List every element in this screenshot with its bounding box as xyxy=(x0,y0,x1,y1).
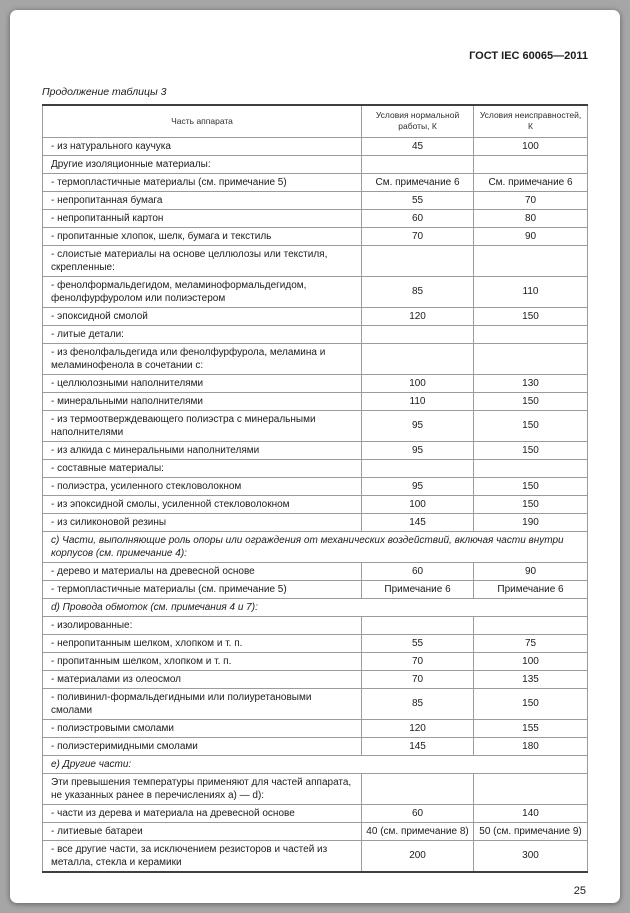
table-section-row xyxy=(43,598,588,616)
table-row xyxy=(43,495,588,513)
part-cell: - термопластичные материалы (см. примечание 5) xyxy=(43,173,362,191)
fault-conditions-cell: 130 xyxy=(474,374,588,392)
page-number: 25 xyxy=(573,884,586,897)
normal-conditions-cell: 95 xyxy=(362,441,474,459)
table-caption: Продолжение таблицы 3 xyxy=(42,86,167,98)
table-row xyxy=(43,840,588,872)
document-page xyxy=(10,10,620,903)
table-body xyxy=(43,137,588,872)
part-cell: - целлюлозными наполнителями xyxy=(43,374,362,392)
fault-conditions-cell: Примечание 6 xyxy=(474,580,588,598)
part-cell: - из силиконовой резины xyxy=(43,513,362,531)
fault-conditions-cell: 90 xyxy=(474,562,588,580)
table-section-row xyxy=(43,755,588,773)
fault-conditions-cell: 155 xyxy=(474,719,588,737)
part-cell: - изолированные: xyxy=(43,616,362,634)
normal-conditions-cell: 95 xyxy=(362,410,474,441)
part-cell: - полиэстровыми смолами xyxy=(43,719,362,737)
fault-conditions-cell: 150 xyxy=(474,441,588,459)
section-label-cell: d) Провода обмоток (см. примечания 4 и 7): xyxy=(43,598,588,616)
fault-conditions-cell: 110 xyxy=(474,276,588,307)
part-cell: - слоистые материалы на основе целлюлозы или текстиля, скрепленные: xyxy=(43,245,362,276)
fault-conditions-cell xyxy=(474,459,588,477)
normal-conditions-cell xyxy=(362,343,474,374)
normal-conditions-cell: 85 xyxy=(362,688,474,719)
table-row xyxy=(43,392,588,410)
table-row xyxy=(43,737,588,755)
normal-conditions-cell: 110 xyxy=(362,392,474,410)
table-row xyxy=(43,670,588,688)
fault-conditions-cell: 150 xyxy=(474,410,588,441)
fault-conditions-cell: 70 xyxy=(474,191,588,209)
table-row xyxy=(43,227,588,245)
normal-conditions-cell xyxy=(362,325,474,343)
section-label-cell: e) Другие части: xyxy=(43,755,588,773)
fault-conditions-cell: 75 xyxy=(474,634,588,652)
part-cell: - из фенолфальдегида или фенолфурфурола, меламина и меламинофенола в сочетании с: xyxy=(43,343,362,374)
part-cell: - непропитанный картон xyxy=(43,209,362,227)
table-row xyxy=(43,719,588,737)
fault-conditions-cell xyxy=(474,343,588,374)
normal-conditions-cell: 120 xyxy=(362,307,474,325)
fault-conditions-cell: 50 (см. примечание 9) xyxy=(474,822,588,840)
part-cell: - полиэстра, усиленного стекловолокном xyxy=(43,477,362,495)
fault-conditions-cell xyxy=(474,773,588,804)
temperature-limits-table xyxy=(42,104,588,873)
fault-conditions-cell: 180 xyxy=(474,737,588,755)
part-cell: - термопластичные материалы (см. примечание 5) xyxy=(43,580,362,598)
table-header-row xyxy=(43,105,588,137)
normal-conditions-cell xyxy=(362,616,474,634)
part-cell: - непропитанная бумага xyxy=(43,191,362,209)
table-row xyxy=(43,688,588,719)
table-section-row xyxy=(43,531,588,562)
normal-conditions-cell: 120 xyxy=(362,719,474,737)
part-cell: - дерево и материалы на древесной основе xyxy=(43,562,362,580)
table-row xyxy=(43,652,588,670)
table-row xyxy=(43,804,588,822)
part-cell: - части из дерева и материала на древесной основе xyxy=(43,804,362,822)
part-cell: - из эпоксидной смолы, усиленной стекловолокном xyxy=(43,495,362,513)
table-row xyxy=(43,374,588,392)
part-cell: Эти превышения температуры применяют для частей аппарата, не указанных ранее в перечислениях a) — d): xyxy=(43,773,362,804)
table-row xyxy=(43,155,588,173)
part-cell: - эпоксидной смолой xyxy=(43,307,362,325)
part-cell: - полиэстеримидными смолами xyxy=(43,737,362,755)
fault-conditions-cell xyxy=(474,245,588,276)
part-cell: - пропитанные хлопок, шелк, бумага и текстиль xyxy=(43,227,362,245)
part-cell: Другие изоляционные материалы: xyxy=(43,155,362,173)
section-label-cell: c) Части, выполняющие роль опоры или ограждения от механических воздействий, включая части внутри корпусов (см. примечание 4): xyxy=(43,531,588,562)
fault-conditions-cell: 100 xyxy=(474,137,588,155)
fault-conditions-cell: 150 xyxy=(474,307,588,325)
table-row xyxy=(43,410,588,441)
part-cell: - из натурального каучука xyxy=(43,137,362,155)
normal-conditions-cell: 60 xyxy=(362,209,474,227)
fault-conditions-cell xyxy=(474,155,588,173)
normal-conditions-cell: 55 xyxy=(362,191,474,209)
normal-conditions-cell: 60 xyxy=(362,804,474,822)
table-row xyxy=(43,137,588,155)
fault-conditions-cell xyxy=(474,616,588,634)
fault-conditions-cell: 140 xyxy=(474,804,588,822)
part-cell: - литиевые батареи xyxy=(43,822,362,840)
table-row xyxy=(43,773,588,804)
part-cell: - непропитанным шелком, хлопком и т. п. xyxy=(43,634,362,652)
table-row xyxy=(43,616,588,634)
normal-conditions-cell: 145 xyxy=(362,513,474,531)
table-row xyxy=(43,580,588,598)
part-cell: - фенолформальдегидом, меламиноформальдегидом, фенолфурфуролом или полиэстером xyxy=(43,276,362,307)
fault-conditions-cell: 90 xyxy=(474,227,588,245)
table-row xyxy=(43,276,588,307)
fault-conditions-cell: 135 xyxy=(474,670,588,688)
part-cell: - все другие части, за исключением резисторов и частей из металла, стекла и керамики xyxy=(43,840,362,872)
normal-conditions-cell: 60 xyxy=(362,562,474,580)
part-cell: - пропитанным шелком, хлопком и т. п. xyxy=(43,652,362,670)
normal-conditions-cell xyxy=(362,459,474,477)
table-row xyxy=(43,634,588,652)
part-cell: - минеральными наполнителями xyxy=(43,392,362,410)
column-header-normal-conditions: Условия нормальной работы, К xyxy=(362,105,474,137)
part-cell: - материалами из олеосмол xyxy=(43,670,362,688)
table-row xyxy=(43,441,588,459)
normal-conditions-cell: 45 xyxy=(362,137,474,155)
table-row xyxy=(43,822,588,840)
normal-conditions-cell: 40 (см. примечание 8) xyxy=(362,822,474,840)
table-row xyxy=(43,209,588,227)
normal-conditions-cell: 70 xyxy=(362,652,474,670)
table-row xyxy=(43,562,588,580)
table-row xyxy=(43,477,588,495)
normal-conditions-cell xyxy=(362,245,474,276)
fault-conditions-cell: 80 xyxy=(474,209,588,227)
normal-conditions-cell: 100 xyxy=(362,495,474,513)
normal-conditions-cell xyxy=(362,155,474,173)
column-header-fault-conditions: Условия неисправностей, К xyxy=(474,105,588,137)
normal-conditions-cell: 70 xyxy=(362,670,474,688)
normal-conditions-cell: 100 xyxy=(362,374,474,392)
normal-conditions-cell: См. примечание 6 xyxy=(362,173,474,191)
table-row xyxy=(43,173,588,191)
fault-conditions-cell xyxy=(474,325,588,343)
normal-conditions-cell: 55 xyxy=(362,634,474,652)
fault-conditions-cell: См. примечание 6 xyxy=(474,173,588,191)
part-cell: - литые детали: xyxy=(43,325,362,343)
table-row xyxy=(43,325,588,343)
normal-conditions-cell xyxy=(362,773,474,804)
normal-conditions-cell: 200 xyxy=(362,840,474,872)
column-header-part: Часть аппарата xyxy=(43,105,362,137)
normal-conditions-cell: 70 xyxy=(362,227,474,245)
table-row xyxy=(43,459,588,477)
fault-conditions-cell: 300 xyxy=(474,840,588,872)
table-row xyxy=(43,245,588,276)
normal-conditions-cell: 95 xyxy=(362,477,474,495)
part-cell: - составные материалы: xyxy=(43,459,362,477)
normal-conditions-cell: 145 xyxy=(362,737,474,755)
normal-conditions-cell: Примечание 6 xyxy=(362,580,474,598)
fault-conditions-cell: 150 xyxy=(474,392,588,410)
fault-conditions-cell: 150 xyxy=(474,477,588,495)
table-row xyxy=(43,307,588,325)
part-cell: - из термоотверждевающего полиэстра с минеральными наполнителями xyxy=(43,410,362,441)
fault-conditions-cell: 190 xyxy=(474,513,588,531)
table-row xyxy=(43,513,588,531)
part-cell: - из алкида с минеральными наполнителями xyxy=(43,441,362,459)
table-row xyxy=(43,191,588,209)
document-header: ГОСТ IEC 60065—2011 xyxy=(469,50,588,62)
fault-conditions-cell: 150 xyxy=(474,495,588,513)
fault-conditions-cell: 100 xyxy=(474,652,588,670)
fault-conditions-cell: 150 xyxy=(474,688,588,719)
table-row xyxy=(43,343,588,374)
normal-conditions-cell: 85 xyxy=(362,276,474,307)
part-cell: - поливинил-формальдегидными или полиуретановыми смолами xyxy=(43,688,362,719)
